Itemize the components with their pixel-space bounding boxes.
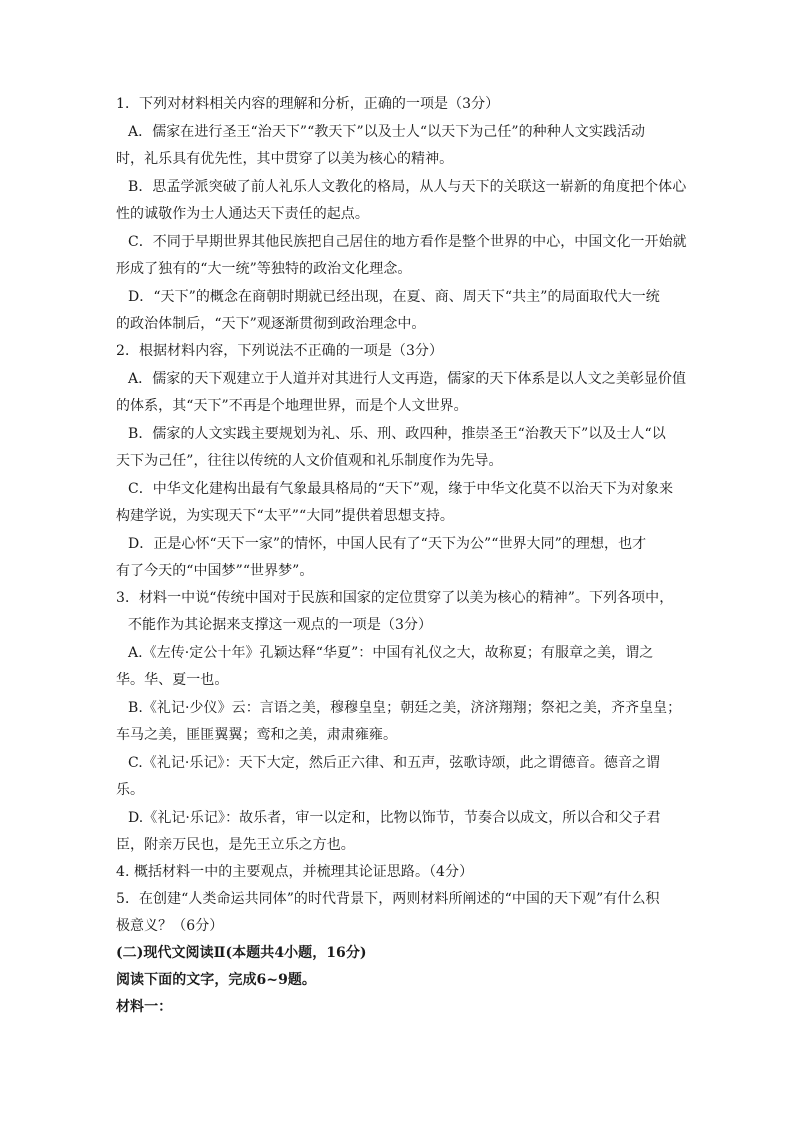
question-3-option-b-line-2: 车马之美，匪匪翼翼；鸾和之美，肃肃雍雍。 [116, 727, 397, 743]
question-2-stem: 2．根据材料内容，下列说法不正确的一项是（3分） [116, 343, 444, 359]
question-2-option-d-line-2: 有了今天的“中国梦”“世界梦”。 [116, 563, 314, 579]
question-2-option-a-line-2: 的体系，其“天下”不再是个地理世界，而是个人文世界。 [116, 398, 468, 414]
question-2-option-b-line-2: 天下为己任”，往往以传统的人文价值观和礼乐制度作为先导。 [116, 453, 503, 469]
question-5-stem-line-2: 极意义？（6分） [116, 918, 224, 934]
question-3-option-b-line-1: B.《礼记·少仪》云：言语之美，穆穆皇皇；朝廷之美，济济翔翔；祭祀之美，齐齐皇皇； [128, 700, 682, 716]
material-heading: 材料一： [116, 999, 173, 1015]
question-3-stem-line-2: 不能作为其论据来支撑这一观点的一项是（3分） [128, 617, 433, 633]
question-3-stem-line-1: 3．材料一中说“传统中国对于民族和国家的定位贯穿了以美为核心的精神”。下列各项中， [116, 590, 674, 606]
question-1-stem: 1．下列对材料相关内容的理解和分析，正确的一项是（3分） [116, 96, 500, 112]
question-1-option-b-line-1: B．思孟学派突破了前人礼乐人文教化的格局，从人与天下的关联这一崭新的角度把个体心 [128, 179, 687, 195]
question-1-option-c-line-2: 形成了独有的“大一统”等独特的政治文化理念。 [116, 261, 412, 277]
question-2-option-d-line-1: D．正是心怀“天下一家”的情怀，中国人民有了“天下为公”“世界大同”的理想，也才 [128, 536, 647, 552]
question-2-option-a-line-1: A．儒家的天下观建立于人道并对其进行人文再造，儒家的天下体系是以人文之美彰显价值 [128, 371, 687, 387]
question-4-stem: 4. 概括材料一中的主要观点，并梳理其论证思路。（4分） [116, 864, 474, 880]
question-1-option-c-line-1: C．不同于早期世界其他民族把自己居住的地方看作是整个世界的中心，中国文化一开始就 [128, 234, 687, 250]
section-instruction: 阅读下面的文字，完成6~9题。 [116, 972, 316, 988]
question-2-option-c-line-2: 构建学说，为实现天下“太平”“大同”提供着思想支持。 [116, 508, 454, 524]
question-3-option-d-line-2: 臣，附亲万民也，是先王立乐之方也。 [116, 837, 355, 853]
question-3-option-d-line-1: D.《礼记·乐记》：故乐者，审一以定和，比物以饰节，节奏合以成文，所以合和父子君 [128, 810, 661, 826]
question-3-option-a-line-2: 华。华、夏一也。 [116, 672, 229, 688]
question-2-option-c-line-1: C．中华文化建构出最有气象最具格局的“天下”观，缘于中华文化莫不以治天下为对象来 [128, 481, 674, 497]
question-3-option-c-line-2: 乐。 [116, 782, 145, 798]
question-1-option-a-line-1: A．儒家在进行圣王“治天下”“教天下”以及士人“以天下为己任”的种种人文实践活动 [128, 124, 646, 140]
question-2-option-b-line-1: B．儒家的人文实践主要规划为礼、乐、刑、政四种，推崇圣王“治教天下”以及士人“以 [128, 426, 666, 442]
question-1-option-a-line-2: 时，礼乐具有优先性，其中贯穿了以美为核心的精神。 [116, 151, 454, 167]
question-1-option-d-line-1: D．“天下”的概念在商朝时期就已经出现，在夏、商、周天下“共主”的局面取代大一统 [128, 289, 660, 305]
question-5-stem-line-1: 5．在创建“人类命运共同体”的时代背景下，两则材料所阐述的“中国的天下观”有什么积 [116, 891, 660, 907]
question-3-option-a-line-1: A.《左传·定公十年》孔颖达释“华夏”：中国有礼仪之大，故称夏；有服章之美，谓之 [128, 645, 654, 661]
section-title: (二)现代文阅读Ⅱ(本题共4小题，16分) [116, 945, 367, 961]
question-1-option-d-line-2: 的政治体制后，“天下”观逐渐贯彻到政治理念中。 [116, 316, 426, 332]
question-3-option-c-line-1: C.《礼记·乐记》：天下大定，然后正六律、和五声，弦歌诗颂，此之谓德音。德音之谓 [128, 755, 661, 771]
question-1-option-b-line-2: 性的诚敬作为士人通达天下责任的起点。 [116, 206, 369, 222]
